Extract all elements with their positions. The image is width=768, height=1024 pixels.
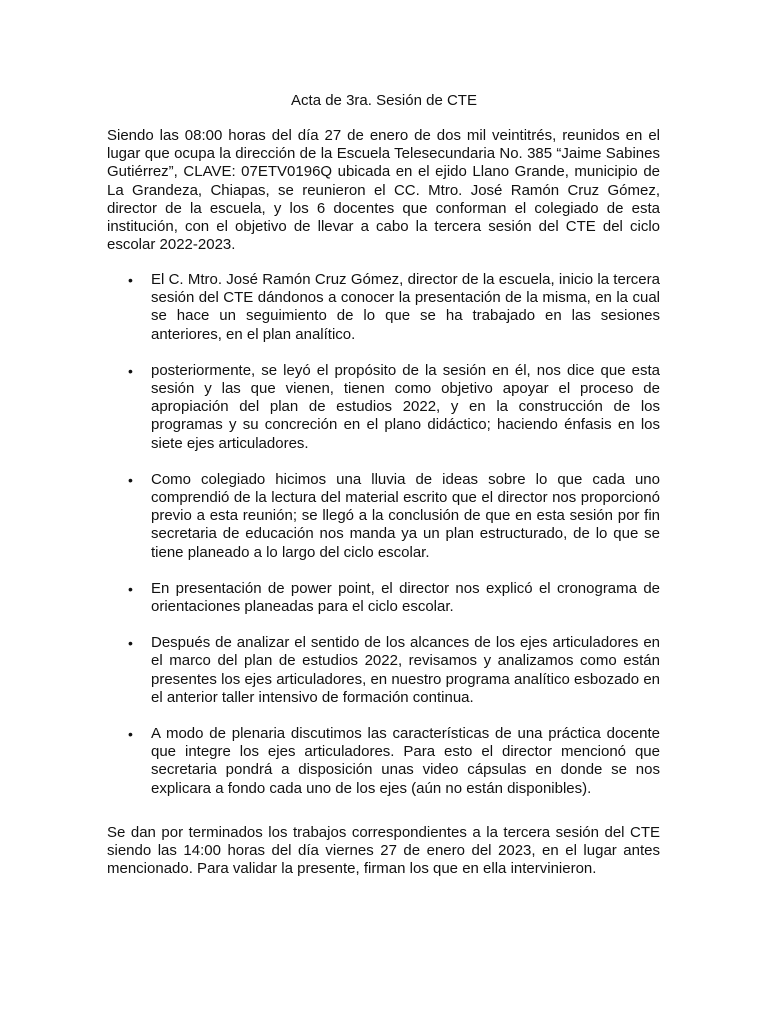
bullet-icon: • bbox=[128, 362, 133, 379]
list-item bbox=[107, 634, 660, 707]
bullet-icon: • bbox=[128, 635, 133, 652]
bullet-icon: • bbox=[128, 580, 133, 597]
bullet-icon: • bbox=[128, 726, 133, 743]
bullet-icon: • bbox=[128, 471, 133, 488]
bullet-list bbox=[107, 271, 660, 798]
list-item bbox=[107, 580, 660, 616]
list-item-text: A modo de plenaria discutimos las características de una práctica docente que integre los ejes articuladores. Para esto el director mencionó que secretaria pondrá a disposición unas video cápsulas en donde se nos explicara a fondo cada uno de los ejes (aún no están disponibles). bbox=[151, 725, 660, 797]
document-title: Acta de 3ra. Sesión de CTE bbox=[291, 92, 477, 109]
intro-paragraph: Siendo las 08:00 horas del día 27 de enero de dos mil veintitrés, reunidos en el lugar que ocupa la dirección de la Escuela Telesecundaria No. 385 “Jaime Sabines Gutiérrez”, CLAVE: 07ETV0196Q ubicada en el ejido Llano Grande, municipio de La Grandeza, Chiapas, se reunieron el CC. Mtro. José Ramón Cruz Gómez, director de la escuela, y los 6 docentes que conforman el colegiado de esta institución, con el objetivo de llevar a cabo la tercera sesión del CTE del ciclo escolar 2022-2023. bbox=[107, 127, 660, 254]
bullet-icon: • bbox=[128, 272, 133, 288]
list-item-text: posteriormente, se leyó el propósito de la sesión en él, nos dice que esta sesión y las que vienen, tienen como objetivo apoyar el proceso de apropiación del plan de estudios 2022, y en la construcción de los programas y su concreción en el plano didáctico; haciendo énfasis en los siete ejes articuladores. bbox=[151, 361, 660, 452]
list-item-text: Como colegiado hicimos una lluvia de ideas sobre lo que cada uno comprendió de la lectura del material escrito que el director nos proporcionó previo a esta reunión; se llegó a la conclusión de que en esta sesión por fin secretaria de educación nos manda ya un plan estructurado, de lo que se tiene planeado a lo largo del ciclo escolar. bbox=[151, 470, 660, 561]
closing-paragraph: Se dan por terminados los trabajos correspondientes a la tercera sesión del CTE siendo las 14:00 horas del día viernes 27 de enero del 2023, en el lugar antes mencionado. Para validar la presente, firman los que en ella intervinieron. bbox=[107, 824, 660, 878]
list-item bbox=[107, 471, 660, 562]
list-item-text: El C. Mtro. José Ramón Cruz Gómez, director de la escuela, inicio la tercera sesión del CTE dándonos a conocer la presentación de la misma, en la cual se hace un seguimiento de lo que se ha trabajado en las sesiones anteriores, en el plan analítico. bbox=[151, 271, 660, 343]
list-item bbox=[107, 271, 660, 344]
list-item-text: En presentación de power point, el director nos explicó el cronograma de orientaciones planeadas para el ciclo escolar. bbox=[151, 579, 660, 616]
list-item-text: Después de analizar el sentido de los alcances de los ejes articuladores en el marco del plan de estudios 2022, revisamos y analizamos como están presentes los ejes articuladores, en nuestro programa analítico esbozado en el anterior taller intensivo de formación continua. bbox=[151, 634, 660, 706]
list-item bbox=[107, 725, 660, 798]
list-item bbox=[107, 362, 660, 453]
